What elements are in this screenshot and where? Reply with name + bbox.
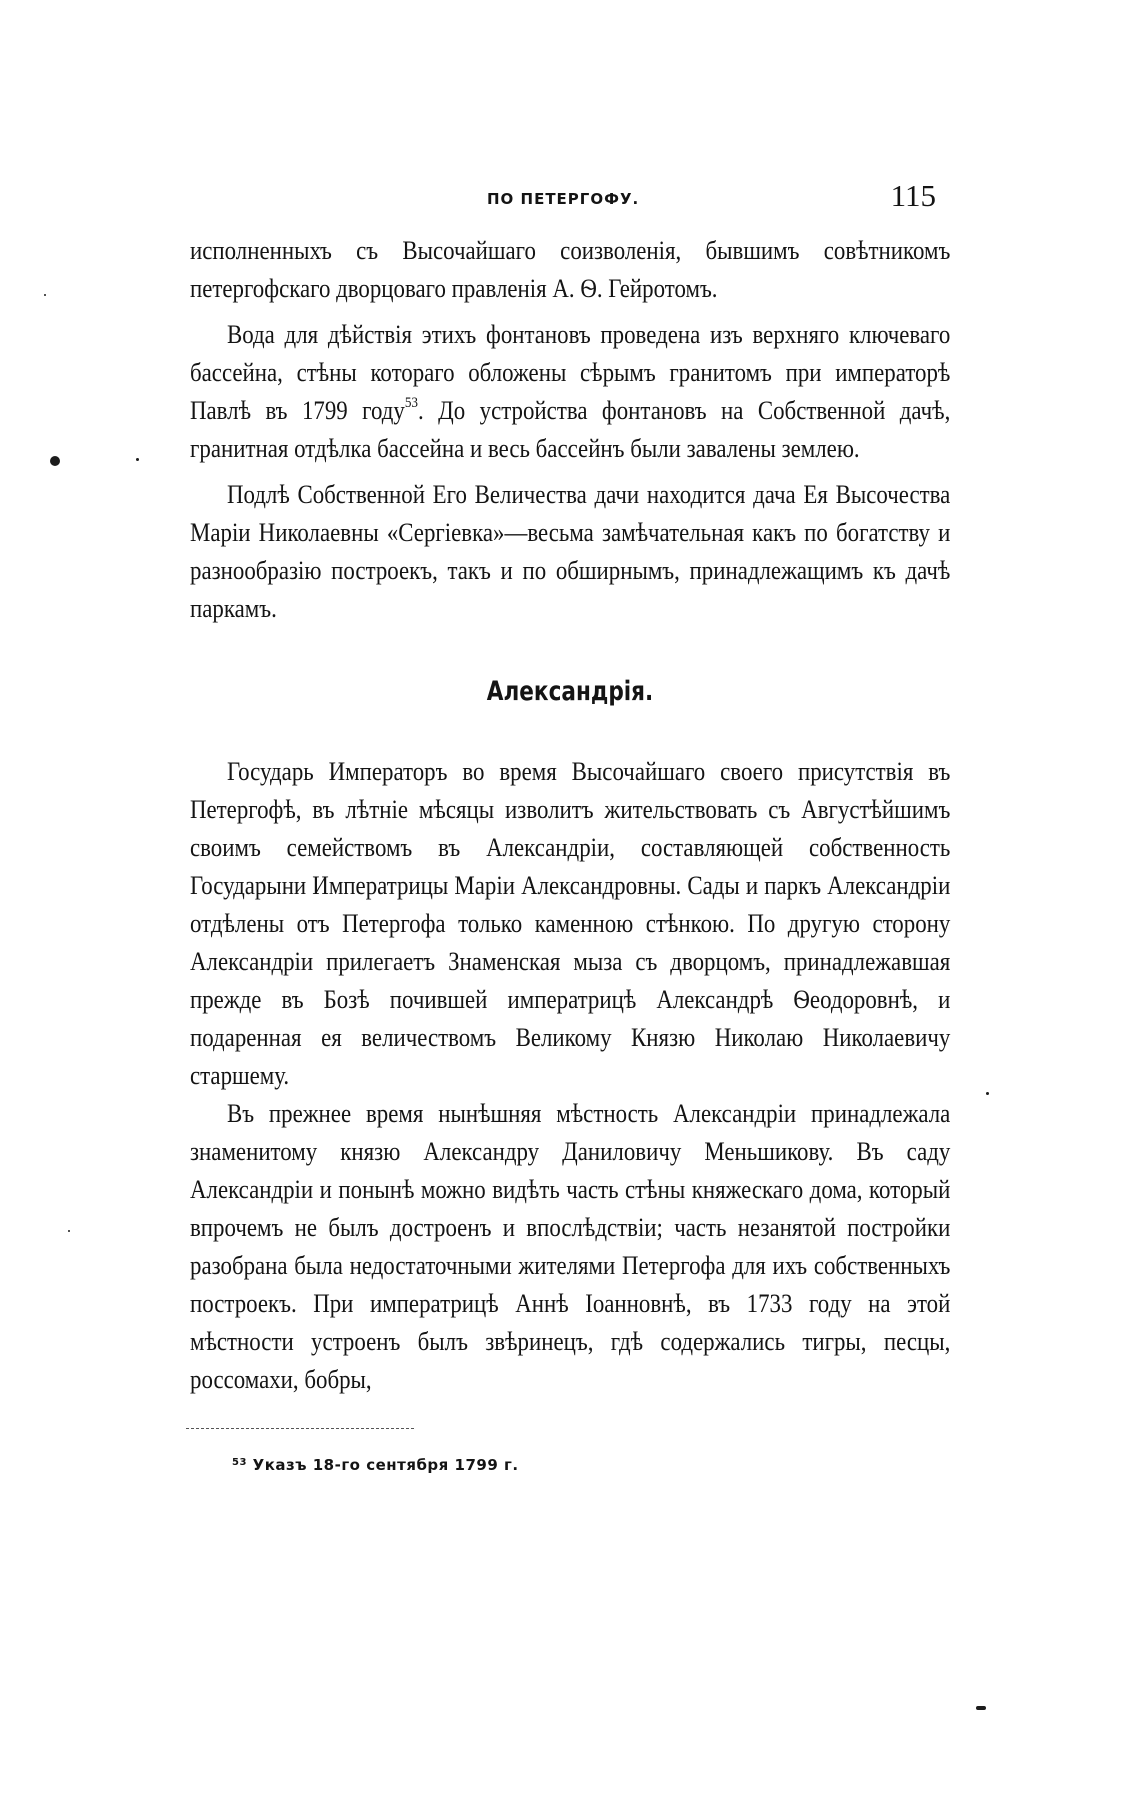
paragraph-text: Вода для дѣйствія этихъ фонтановъ проведена изъ верхняго ключеваго бассейна, стѣны котораго обложены сѣрымъ гранитомъ при императорѣ Павлѣ въ 1799 году: [190, 320, 951, 425]
footnote: [232, 1456, 519, 1474]
footnote-number: 53: [232, 1457, 247, 1468]
running-head: [190, 180, 950, 230]
scan-speck: [136, 458, 139, 461]
scan-speck: [44, 294, 46, 296]
paragraph-alexandria-residence: Государь Императоръ во время Высочайшаго своего присутствія въ Петергофѣ, въ лѣтніе мѣсяцы изволитъ жительствовать съ Августѣйшимъ своимъ семействомъ въ Александріи, составляющей собственность Государыни Императрицы Маріи Александровны. Сады и паркъ Александріи отдѣлены отъ Петергофа только каменною стѣнкою. По другую сторону Александріи прилегаетъ Знаменская мыза съ дворцомъ, принадлежавшая прежде въ Бозѣ почившей императрицѣ Александрѣ Ѳеодоровнѣ, и подаренная ея величествомъ Великому Князю Николаю Николаевичу старшему.: [190, 757, 951, 1090]
paragraph-text: . До устройства фонтановъ на Собственной дачѣ, гранитная отдѣлка бассейна и весь бассейнъ были завалены землею.: [190, 396, 951, 463]
footnote-text: Указъ 18-го сентября 1799 г.: [252, 1456, 519, 1474]
paragraph-alexandria-history: Въ прежнее время нынѣшняя мѣстность Александріи принадлежала знаменитому князю Александру Даниловичу Меньшикову. Въ саду Александріи и понынѣ можно видѣть часть стѣны княжескаго дома, который впрочемъ не былъ достроенъ и впослѣдствіи; часть незанятой постройки разобрана была недостаточными жителями Петергофа для ихъ собственныхъ построекъ. При императрицѣ Аннѣ Іоанновнѣ, въ 1733 году на этой мѣстности устроенъ былъ звѣринецъ, гдѣ содержались тигры, песцы, россомахи, бобры,: [190, 1099, 951, 1394]
paragraph-fountain-water: [190, 316, 950, 468]
footnote-separator: [186, 1428, 414, 1429]
paragraph-sergievka: Подлѣ Собственной Его Величества дачи находится дача Ея Высочества Маріи Николаевны «Сергіевка»—весьма замѣчательная какъ по богатству и разнообразію построекъ, такъ и по обширнымъ, принадлежащимъ къ дачѣ паркамъ.: [190, 480, 951, 623]
scan-speck: [986, 1092, 989, 1095]
footnote-reference[interactable]: 53: [404, 395, 419, 411]
section-heading: Александрія.: [486, 676, 654, 707]
paragraph-continuation: исполненныхъ съ Высочайшаго соизволенія, бывшимъ совѣтникомъ петергофскаго дворцоваго правленія А. Ѳ. Гейротомъ.: [190, 236, 951, 303]
page-number: 115: [890, 178, 936, 213]
scan-speck: [68, 1230, 70, 1232]
running-title: ПО ПЕТЕРГОФУ.: [487, 190, 640, 208]
scan-speck: [50, 456, 60, 466]
book-page: [190, 180, 950, 1399]
scan-speck: [976, 1706, 986, 1710]
